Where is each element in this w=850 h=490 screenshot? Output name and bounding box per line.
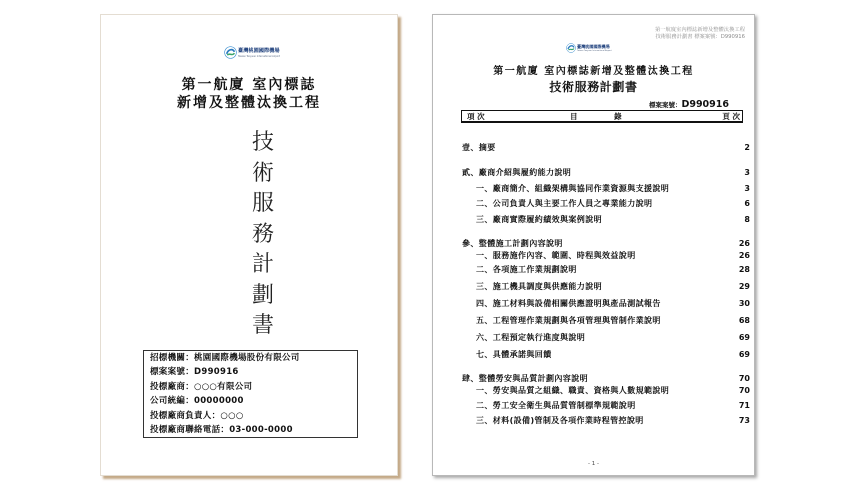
toc-entry-label: 三、材料(設備)管制及各項作業時程管控說明: [476, 416, 644, 425]
bidder-name: 投標廠商：○○○有限公司: [150, 381, 253, 392]
toc-entry-label: 七、具體承諾與回饋: [476, 350, 552, 359]
cover-page: [100, 14, 398, 476]
toc-entry-label: 一、服務施作內容、範圍、時程與效益說明: [476, 251, 636, 260]
toc-entry-label: 五、工程管理作業規劃與各項管理與管制作業說明: [476, 316, 661, 325]
airport-logo: [566, 43, 612, 53]
toc-entry: [433, 239, 754, 249]
toc-entry-page: 3: [744, 184, 750, 193]
toc-header: [461, 110, 743, 123]
toc-entry-page: 26: [738, 239, 750, 248]
toc-entry-label: 六、工程預定執行進度與說明: [476, 333, 586, 342]
cover-title-line1: 第一航廈 室內標誌: [181, 77, 317, 93]
document-type-char: 服: [251, 191, 274, 216]
toc-entry-page: 70: [738, 374, 750, 383]
airport-logo-icon: [566, 43, 576, 53]
bidder-info-box: [143, 350, 358, 438]
toc-entry: [433, 215, 754, 225]
toc-entry-label: 四、施工材料與設備相關供應證明與產品測試報告: [476, 299, 661, 308]
toc-entry-label: 壹、摘要: [462, 143, 496, 152]
document-type-char: 劃: [251, 282, 274, 308]
toc-entry: [433, 416, 754, 426]
toc-entry: [433, 168, 754, 178]
toc-page: [432, 14, 755, 476]
toc-entry-page: 69: [738, 350, 750, 359]
airport-name-en: Taiwan Taoyuan International Airport: [577, 49, 612, 52]
case-number: 標案案號：D990916: [150, 367, 239, 378]
tendering-agency: 招標機關：桃園國際機場股份有限公司: [150, 353, 300, 363]
toc-entry: [433, 401, 754, 411]
toc-entry-label: 一、廠商簡介、組織架構與協同作業資源與支援說明: [476, 184, 670, 193]
airport-name-en: Taiwan Taoyuan International Airport: [238, 54, 281, 58]
toc-entry-page: 28: [738, 265, 750, 274]
toc-header-item: 項 次: [467, 112, 485, 121]
toc-entry: [433, 143, 754, 153]
airport-logo-text: [238, 48, 280, 58]
toc-entry: [433, 199, 754, 209]
airport-name-zh: 臺灣桃園國際機場: [238, 47, 280, 54]
toc-entry: [433, 333, 754, 343]
case-number-label: 標案案號：: [648, 101, 682, 109]
toc-entry-page: 68: [738, 316, 750, 325]
toc-entry-label: 三、施工機具調度與供應能力說明: [476, 282, 602, 291]
bidder-phone: 投標廠商聯絡電話：03-000-0000: [150, 425, 293, 436]
toc-entry-page: 30: [738, 299, 750, 308]
toc-entry: [433, 350, 754, 360]
toc-entry-page: 29: [738, 282, 750, 291]
toc-entry-label: 參、整體施工計劃內容說明: [462, 239, 563, 248]
toc-entry-label: 三、廠商實際履約績效與案例說明: [476, 215, 602, 224]
document-type-vertical: [251, 128, 275, 342]
toc-entry-label: 二、各項施工作業規劃說明: [476, 265, 577, 274]
airport-name-zh: 臺灣桃園國際機場: [577, 44, 610, 49]
case-number-value: D990916: [681, 99, 729, 110]
document-type-char: 務: [251, 221, 274, 247]
toc-entry: [433, 282, 754, 292]
toc-entry-label: 二、公司負責人與主要工作人員之專業能力說明: [476, 199, 653, 208]
toc-entry-page: 2: [744, 143, 750, 152]
document-type-char: 計: [251, 252, 274, 277]
toc-entry-page: 73: [738, 416, 750, 425]
running-header: [655, 27, 745, 40]
airport-logo-text: [577, 44, 612, 52]
toc-entry-label: 肆、整體勞安與品質計劃內容說明: [462, 374, 588, 383]
airport-logo: [224, 46, 280, 59]
project-title: 第一航廈 室內標誌新增及整體汰換工程: [493, 66, 694, 77]
airport-logo-icon: [224, 46, 237, 59]
toc-entry: [433, 251, 754, 261]
toc-entry-label: 二、勞工安全衛生與品質管制標準規範說明: [476, 401, 636, 410]
toc-entry-page: 3: [744, 168, 750, 177]
toc-entry: [433, 299, 754, 309]
toc-entry: [433, 184, 754, 194]
running-header-line: 第一航廈室內標誌新增及整體汰換工程: [654, 27, 745, 33]
toc-entry-page: 26: [738, 251, 750, 260]
toc-entry-page: 6: [744, 199, 750, 208]
case-number: [649, 96, 729, 111]
company-tax-id: 公司統編：00000000: [150, 396, 244, 407]
toc-entry-page: 69: [738, 333, 750, 342]
toc-entry-label: 一、勞安與品質之組織、職責、資格與人數規範說明: [476, 386, 670, 395]
toc-entry-label: 貳、廠商介紹與履約能力說明: [462, 168, 572, 177]
document-type-char: 技: [251, 130, 274, 155]
toc-entry-page: 71: [738, 401, 750, 410]
toc-header-contents: 目 錄: [570, 112, 622, 121]
bidder-representative: 投標廠商負責人：○○○: [150, 410, 244, 421]
document-type-char: 書: [251, 313, 274, 338]
toc-entry-page: 8: [744, 215, 750, 224]
toc-entry: [433, 386, 754, 396]
toc-entry: [433, 374, 754, 384]
document-title: 技術服務計劃書: [549, 80, 638, 94]
toc-entry: [433, 316, 754, 326]
cover-title-line2: 新增及整體汰換工程: [177, 95, 321, 111]
toc-header-page: 頁 次: [722, 112, 740, 121]
toc-entry: [433, 265, 754, 275]
toc-entry-page: 70: [738, 386, 750, 395]
running-header-line: 技術服務計劃書 標案案號：D990916: [655, 33, 745, 40]
page-number-footer: - 1 -: [588, 461, 599, 467]
document-type-char: 術: [251, 160, 274, 186]
